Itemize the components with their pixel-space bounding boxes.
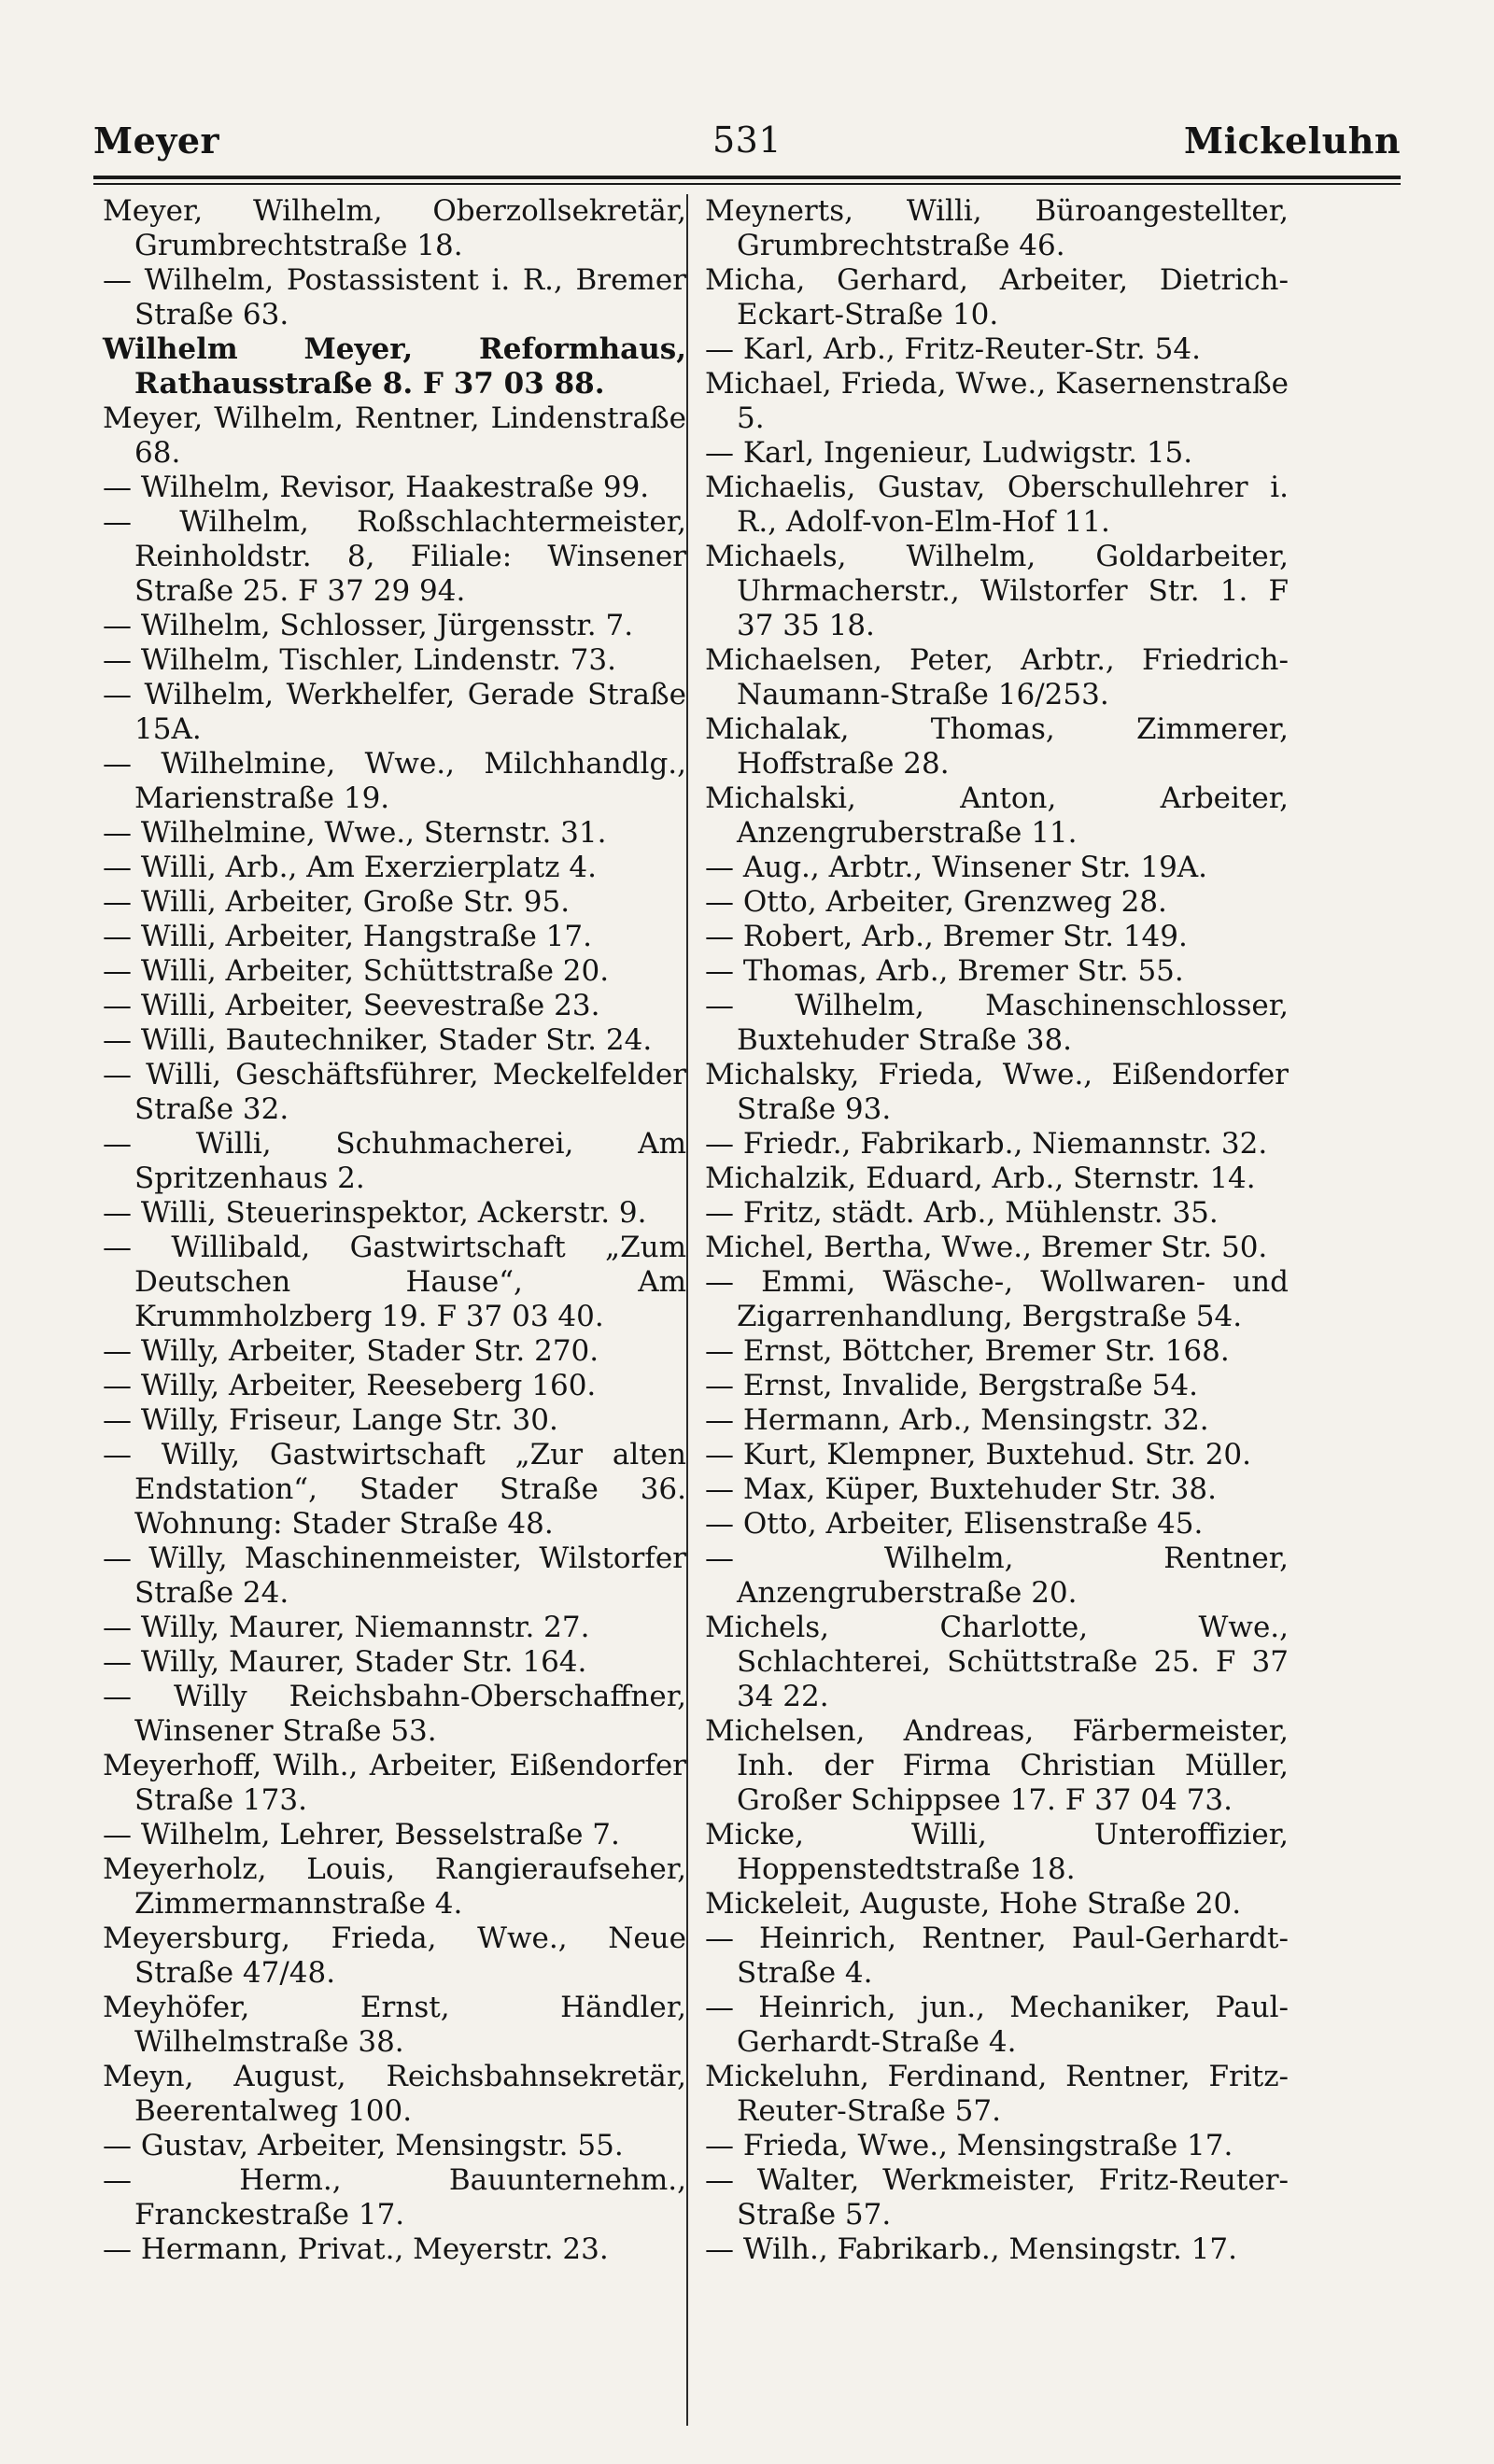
directory-entry: — Wilhelmine, Wwe., Sternstr. 31.: [103, 816, 607, 850]
directory-entry: — Willi, Arbeiter, Schüttstraße 20.: [103, 954, 610, 988]
directory-entry: — Friedr., Fabrikarb., Niemannstr. 32.: [705, 1127, 1268, 1161]
directory-entry: Wilhelm Meyer, Reformhaus, Rathausstraße 8. F 37 03 88.: [103, 332, 686, 401]
directory-entry: — Willy, Maurer, Niemannstr. 27.: [103, 1611, 590, 1644]
directory-entry: — Willi, Arbeiter, Seevestraße 23.: [103, 989, 600, 1022]
directory-entry: Meynerts, Willi, Büroangestellter, Grumbrechtstraße 46.: [705, 194, 1289, 262]
directory-entry: Mickeleit, Auguste, Hohe Straße 20.: [705, 1887, 1242, 1921]
directory-entry: Meyn, August, Reichsbahnsekretär, Beerentalweg 100.: [103, 2060, 686, 2128]
directory-entry: Michaelsen, Peter, Arbtr., Friedrich-Naumann-Straße 16/253.: [705, 643, 1289, 711]
directory-entry: — Hermann, Arb., Mensingstr. 32.: [705, 1403, 1209, 1437]
directory-entry: Michelsen, Andreas, Färbermeister, Inh. der Firma Christian Müller, Großer Schippsee 17. F 37 04 73.: [705, 1714, 1289, 1817]
directory-entry: — Karl, Ingenieur, Ludwigstr. 15.: [705, 436, 1193, 470]
directory-entry: — Fritz, städt. Arb., Mühlenstr. 35.: [705, 1196, 1219, 1230]
directory-entry: Michaelis, Gustav, Oberschullehrer i. R., Adolf-von-Elm-Hof 11.: [705, 471, 1289, 539]
directory-entry: — Wilhelm, Lehrer, Besselstraße 7.: [103, 1818, 620, 1852]
directory-entry: — Wilhelm, Roßschlachtermeister, Reinholdstr. 8, Filiale: Winsener Straße 25. F 37 29 94.: [103, 505, 686, 608]
directory-entry: — Willi, Arbeiter, Große Str. 95.: [103, 885, 571, 919]
directory-entry: Michalzik, Eduard, Arb., Sternstr. 14.: [705, 1162, 1256, 1195]
directory-entry: — Willi, Arb., Am Exerzierplatz 4.: [103, 851, 597, 884]
directory-entry: Meyerhoff, Wilh., Arbeiter, Eißendorfer Straße 173.: [103, 1749, 686, 1817]
directory-entry: — Ernst, Invalide, Bergstraße 54.: [705, 1369, 1198, 1402]
directory-entry: — Wilhelm, Werkhelfer, Gerade Straße 15A.: [103, 678, 686, 746]
directory-entry: Michalak, Thomas, Zimmerer, Hoffstraße 28.: [705, 712, 1289, 781]
directory-entry: — Hermann, Privat., Meyerstr. 23.: [103, 2232, 609, 2266]
directory-entry: — Karl, Arb., Fritz-Reuter-Str. 54.: [705, 332, 1201, 366]
directory-entry: — Willy, Maurer, Stader Str. 164.: [103, 1645, 587, 1679]
directory-entry: — Herm., Bauunternehm., Franckestraße 17.: [103, 2163, 686, 2232]
directory-entry: — Willibald, Gastwirtschaft „Zum Deutschen Hause“, Am Krummholzberg 19. F 37 03 40.: [103, 1231, 686, 1333]
directory-entry: — Willi, Geschäftsführer, Meckelfelder Straße 32.: [103, 1058, 686, 1126]
directory-entry: — Wilhelm, Maschinenschlosser, Buxtehuder Straße 38.: [705, 989, 1289, 1057]
directory-entry: — Otto, Arbeiter, Elisenstraße 45.: [705, 1507, 1204, 1541]
header-right-keyword: Mickeluhn: [1184, 120, 1401, 162]
directory-entry: — Max, Küper, Buxtehuder Str. 38.: [705, 1472, 1217, 1506]
directory-entry: Michalsky, Frieda, Wwe., Eißendorfer Straße 93.: [705, 1058, 1289, 1126]
right-column: [705, 194, 1289, 2267]
directory-entry: — Otto, Arbeiter, Grenzweg 28.: [705, 885, 1167, 919]
directory-entry: — Willy, Maschinenmeister, Wilstorfer Straße 24.: [103, 1542, 686, 1610]
directory-entry: — Wilhelm, Schlosser, Jürgensstr. 7.: [103, 609, 634, 642]
directory-entry: — Willi, Arbeiter, Hangstraße 17.: [103, 920, 592, 953]
directory-entry: — Aug., Arbtr., Winsener Str. 19A.: [705, 851, 1208, 884]
directory-entry: — Heinrich, jun., Mechaniker, Paul-Gerhardt-Straße 4.: [705, 1991, 1289, 2059]
directory-entry: — Wilhelmine, Wwe., Milchhandlg., Marienstraße 19.: [103, 747, 686, 815]
header-rule: [93, 176, 1401, 185]
directory-entry: — Robert, Arb., Bremer Str. 149.: [705, 920, 1188, 953]
directory-entry: — Heinrich, Rentner, Paul-Gerhardt-Straße 4.: [705, 1922, 1289, 1990]
directory-entry: — Frieda, Wwe., Mensingstraße 17.: [705, 2129, 1233, 2162]
directory-entry: — Wilhelm, Rentner, Anzengruberstraße 20.: [705, 1542, 1289, 1610]
directory-entry: — Wilhelm, Tischler, Lindenstr. 73.: [103, 643, 616, 677]
directory-entry: Meyerholz, Louis, Rangieraufseher, Zimmermannstraße 4.: [103, 1852, 686, 1921]
directory-entry: — Emmi, Wäsche-, Wollwaren- und Zigarrenhandlung, Bergstraße 54.: [705, 1265, 1289, 1333]
directory-entry: Meyhöfer, Ernst, Händler, Wilhelmstraße 38.: [103, 1991, 686, 2059]
directory-entry: — Thomas, Arb., Bremer Str. 55.: [705, 954, 1184, 988]
directory-entry: Meyer, Wilhelm, Rentner, Lindenstraße 68.: [103, 401, 686, 470]
directory-entry: Micke, Willi, Unteroffizier, Hoppenstedtstraße 18.: [705, 1818, 1289, 1886]
directory-entry: Michels, Charlotte, Wwe., Schlachterei, Schüttstraße 25. F 37 34 22.: [705, 1611, 1289, 1713]
directory-entry: — Willi, Steuerinspektor, Ackerstr. 9.: [103, 1196, 647, 1230]
directory-entry: — Wilhelm, Revisor, Haakestraße 99.: [103, 471, 650, 504]
directory-entry: — Willi, Schuhmacherei, Am Spritzenhaus 2.: [103, 1127, 686, 1195]
directory-entry: Meyersburg, Frieda, Wwe., Neue Straße 47/48.: [103, 1922, 686, 1990]
directory-entry: Meyer, Wilhelm, Oberzollsekretär, Grumbrechtstraße 18.: [103, 194, 686, 262]
column-divider: [686, 194, 688, 2426]
directory-entry: Michael, Frieda, Wwe., Kasernenstraße 5.: [705, 367, 1289, 435]
directory-entry: Michalski, Anton, Arbeiter, Anzengruberstraße 11.: [705, 781, 1289, 850]
directory-entry: — Gustav, Arbeiter, Mensingstr. 55.: [103, 2129, 624, 2162]
directory-entry: — Willy, Arbeiter, Reeseberg 160.: [103, 1369, 597, 1402]
directory-entry: Michel, Bertha, Wwe., Bremer Str. 50.: [705, 1231, 1268, 1264]
directory-entry: Mickeluhn, Ferdinand, Rentner, Fritz-Reuter-Straße 57.: [705, 2060, 1289, 2128]
directory-entry: Michaels, Wilhelm, Goldarbeiter, Uhrmacherstr., Wilstorfer Str. 1. F 37 35 18.: [705, 540, 1289, 642]
left-column: [103, 194, 686, 2267]
directory-entry: — Willy Reichsbahn-Oberschaffner, Winsener Straße 53.: [103, 1680, 686, 1748]
directory-entry: — Willy, Arbeiter, Stader Str. 270.: [103, 1334, 599, 1368]
directory-entry: — Walter, Werkmeister, Fritz-Reuter-Straße 57.: [705, 2163, 1289, 2232]
page-number: 531: [712, 120, 782, 161]
directory-entry: — Kurt, Klempner, Buxtehud. Str. 20.: [705, 1438, 1252, 1471]
directory-entry: — Willi, Bautechniker, Stader Str. 24.: [103, 1023, 653, 1057]
running-head: [93, 112, 1401, 168]
directory-entry: — Wilhelm, Postassistent i. R., Bremer Straße 63.: [103, 263, 686, 331]
directory-entry: — Willy, Friseur, Lange Str. 30.: [103, 1403, 558, 1437]
directory-entry: — Wilh., Fabrikarb., Mensingstr. 17.: [705, 2232, 1237, 2266]
directory-entry: — Ernst, Böttcher, Bremer Str. 168.: [705, 1334, 1230, 1368]
header-left-keyword: Meyer: [93, 120, 220, 162]
directory-entry: — Willy, Gastwirtschaft „Zur alten Endstation“, Stader Straße 36. Wohnung: Stader Straße 48.: [103, 1438, 686, 1541]
directory-entry: Micha, Gerhard, Arbeiter, Dietrich-Eckart-Straße 10.: [705, 263, 1289, 331]
